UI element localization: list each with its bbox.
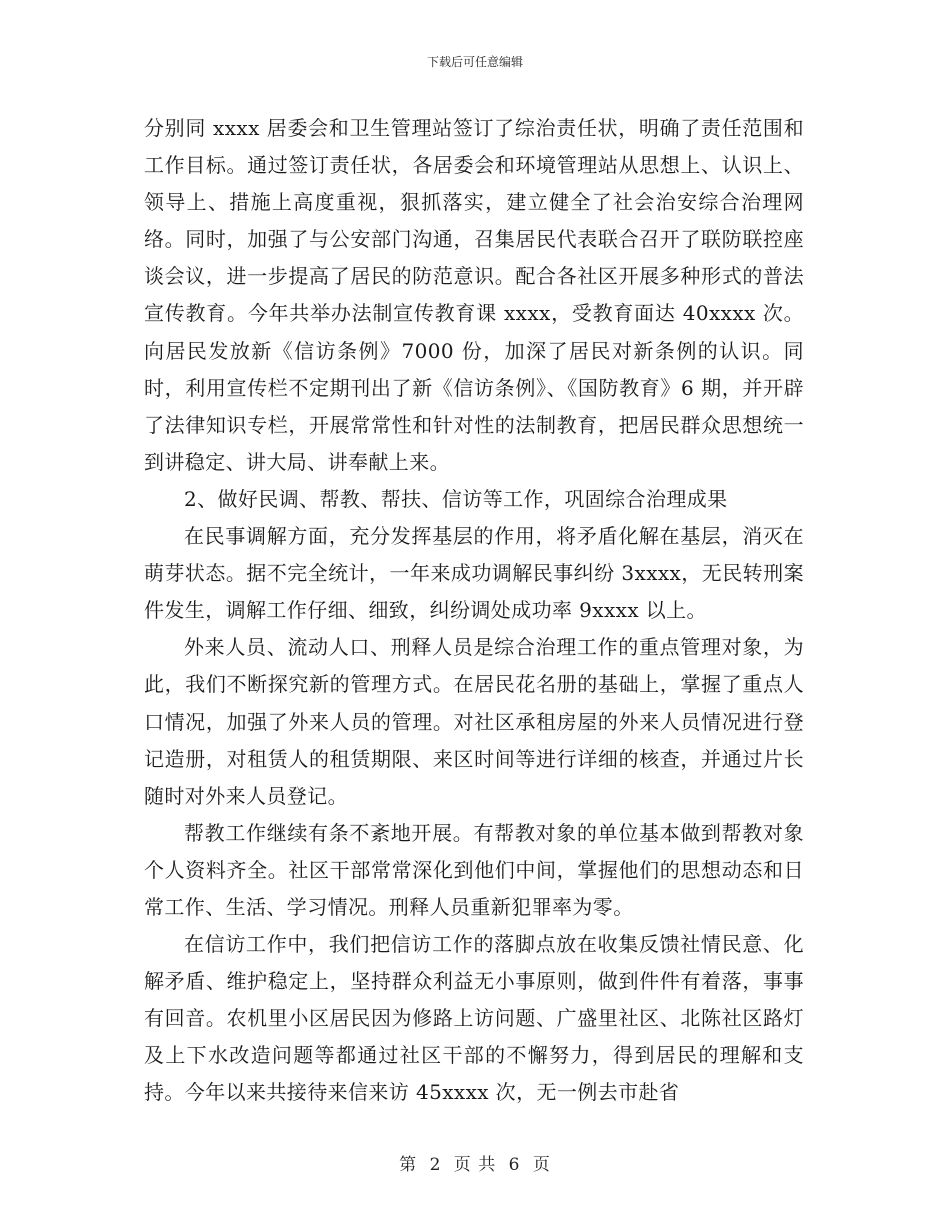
paragraph: 在信访工作中，我们把信访工作的落脚点放在收集反馈社情民意、化解矛盾、维护稳定上，坚持群众利益无小事原则，做到件件有着落，事事有回音。农机里小区居民因为修路上访问题、广盛里社区、北陈社区路灯及上下水改造问题等都通过社区干部的不懈努力，得到居民的理解和支持。今年以来共接待来信来访 45xxxx 次，无一例去市赴省 [144,932,804,1105]
footer-total-pages: 6 [508,1155,521,1175]
document-body [144,110,804,1112]
footer-suffix: 页 [532,1155,551,1175]
footer-mid: 页 共 [453,1155,497,1175]
page-header-note: 下载后可任意编辑 [426,55,523,69]
section-heading: 2、做好民调、帮教、帮扶、信访等工作，巩固综合治理成果 [184,486,728,511]
footer-page-number: 2 [429,1155,442,1175]
footer-prefix: 第 [399,1155,418,1175]
paragraph: 分别同 xxxx 居委会和卫生管理站签订了综治责任状，明确了责任范围和工作目标。通过签订责任状，各居委会和环境管理站从思想上、认识上、领导上、措施上高度重视，狠抓落实，建立健全了社会治安综合治理网络。同时，加强了与公安部门沟通，召集居民代表联合召开了联防联控座谈会议，进一步提高了居民的防范意识。配合各社区开展多种形式的普法宣传教育。今年共举办法制宣传教育课 xxxx，受教育面达 40xxxx 次。向居民发放新《信访条例》7000 份，加深了居民对新条例的认识。同时，利用宣传栏不定期刊出了新《信访条例》、《国防教育》6 期，并开辟了法律知识专栏，开展常常性和针对性的法制教育，把居民群众思想统一到讲稳定、讲大局、讲奉献上来。 [144,116,804,474]
paragraph: 帮教工作继续有条不紊地开展。有帮教对象的单位基本做到帮教对象个人资料齐全。社区干部常常深化到他们中间，掌握他们的思想动态和日常工作、生活、学习情况。刑释人员重新犯罪率为零。 [144,820,804,919]
paragraph: 在民事调解方面，充分发挥基层的作用，将矛盾化解在基层，消灭在萌芽状态。据不完全统计，一年来成功调解民事纠纷 3xxxx，无民转刑案件发生，调解工作仔细、细致，纠纷调处成功率 9xxxx 以上。 [144,524,804,623]
paragraph: 外来人员、流动人口、刑释人员是综合治理工作的重点管理对象，为此，我们不断探究新的管理方式。在居民花名册的基础上，掌握了重点人口情况，加强了外来人员的管理。对社区承租房屋的外来人员情况进行登记造册，对租赁人的租赁期限、来区时间等进行详细的核查，并通过片长随时对外来人员登记。 [144,635,804,808]
page-footer [0,1150,950,1175]
